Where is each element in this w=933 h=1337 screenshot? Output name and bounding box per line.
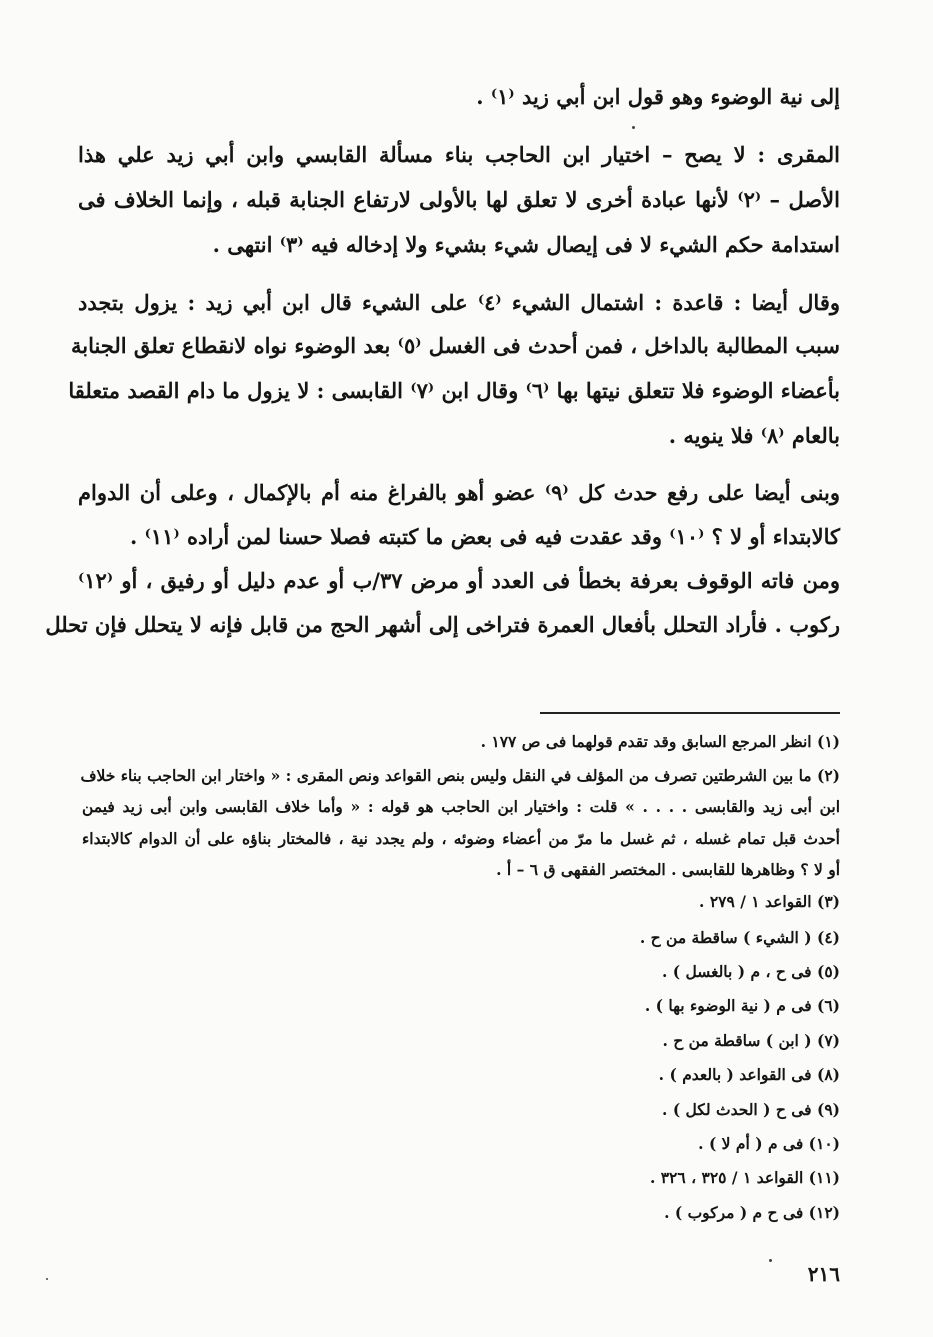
footnote-5: (٥) فى ح ، م ( بالغسل ) . <box>662 962 840 981</box>
body-line-4: استدامة حكم الشيء لا فى إيصال شيء بشيء ولا إدخاله فيه ⁽٣⁾ انتهى . <box>212 232 840 257</box>
body-line-7: بأعضاء الوضوء فلا تتعلق نيتها بها ⁽٦⁾ وقال ابن ⁽٧⁾ القابسى : لا يزول ما دام القصد متعلقا <box>68 378 840 403</box>
footnote-4: (٤) ( الشيء ) ساقطة من ح . <box>639 928 840 947</box>
body-line-9: وبنى أيضا على رفع حدث كل ⁽٩⁾ عضو أهو بالفراغ منه أم بالإكمال ، وعلى أن الدوام <box>78 480 840 505</box>
footnote-2-line-3: أحدث قبل تمام غسله ، ثم غسل ما مرّ من أعضاء وضوئه ، ولم يجدد نية ، فالمختار بناؤه على أن الدوام كالابتداء <box>82 829 840 848</box>
body-line-1: إلى نية الوضوء وهو قول ابن أبي زيد ⁽١⁾ . <box>476 84 840 109</box>
footnote-6: (٦) فى م ( نية الوضوء بها ) . <box>644 996 840 1015</box>
body-line-3: الأصل – ⁽٢⁾ لأنها عبادة أخرى لا تعلق لها بالأولى لارتفاع الجنابة قبله ، وإنما الخلاف فى <box>78 187 840 212</box>
footnote-9: (٩) فى ح ( الحدث لكل ) . <box>662 1100 840 1119</box>
footnote-8: (٨) فى القواعد ( بالعدم ) . <box>658 1065 840 1084</box>
footnote-2-line-2: ابن أبى زيد والقابسى . . . . » قلت : واختيار ابن الحاجب هو قوله : « وأما خلاف القابسى وابن أبى زيد فيمن <box>82 797 840 816</box>
footnote-2-line-4: أو لا ؟ وظاهرها للقابسى . المختصر الفقهى ق ٦ – أ . <box>496 860 840 879</box>
page-number: ٢١٦ <box>807 1262 840 1286</box>
body-line-6: سبب المطالبة بالداخل ، فمن أحدث فى الغسل ⁽٥⁾ بعد الوضوء نواه لانقطاع تعلق الجنابة <box>70 333 840 358</box>
body-line-8: بالعام ⁽٨⁾ فلا ينويه . <box>668 423 840 448</box>
body-line-2: المقرى : لا يصح – اختيار ابن الحاجب بناء مسألة القابسي وابن أبي زيد علي هذا <box>78 142 840 167</box>
scan-speck <box>46 1278 48 1280</box>
scan-speck <box>769 1259 772 1262</box>
footnote-2-line-1: (٢) ما بين الشرطتين تصرف من المؤلف في النقل وليس بنص القواعد ونص المقرى : « واختار ابن الحاجب بناء خلاف <box>80 766 840 785</box>
footnote-10: (١٠) فى م ( أم لا ) . <box>698 1134 840 1153</box>
footnote-12: (١٢) فى ح م ( مركوب ) . <box>664 1203 840 1222</box>
body-line-10: كالابتداء أو لا ؟ ⁽١٠⁾ وقد عقدت فيه فى بعض ما كتبته فصلا حسنا لمن أراده ⁽١١⁾ . <box>129 524 840 549</box>
footnote-11: (١١) القواعد ١ / ٣٢٥ ، ٣٢٦ . <box>649 1168 840 1187</box>
footnote-separator <box>540 712 840 714</box>
footnote-7: (٧) ( ابن ) ساقطة من ح . <box>662 1031 840 1050</box>
body-line-5: وقال أيضا : قاعدة : اشتمال الشيء ⁽٤⁾ على الشيء قال ابن أبي زيد : يزول بتجدد <box>78 290 840 315</box>
footnote-3: (٣) القواعد ١ / ٢٧٩ . <box>699 892 840 911</box>
footnote-1: (١) انظر المرجع السابق وقد تقدم قولهما فى ص ١٧٧ . <box>480 732 840 751</box>
body-line-11: ومن فاته الوقوف بعرفة بخطأ فى العدد أو مرض ٣٧/ب أو عدم دليل أو رفيق ، أو ⁽١٢⁾ <box>78 568 840 593</box>
scan-speck <box>632 126 635 129</box>
body-line-12: ركوب . فأراد التحلل بأفعال العمرة فتراخى إلى أشهر الحج من قابل فإنه لا يتحلل فإن تحلل <box>45 612 840 637</box>
